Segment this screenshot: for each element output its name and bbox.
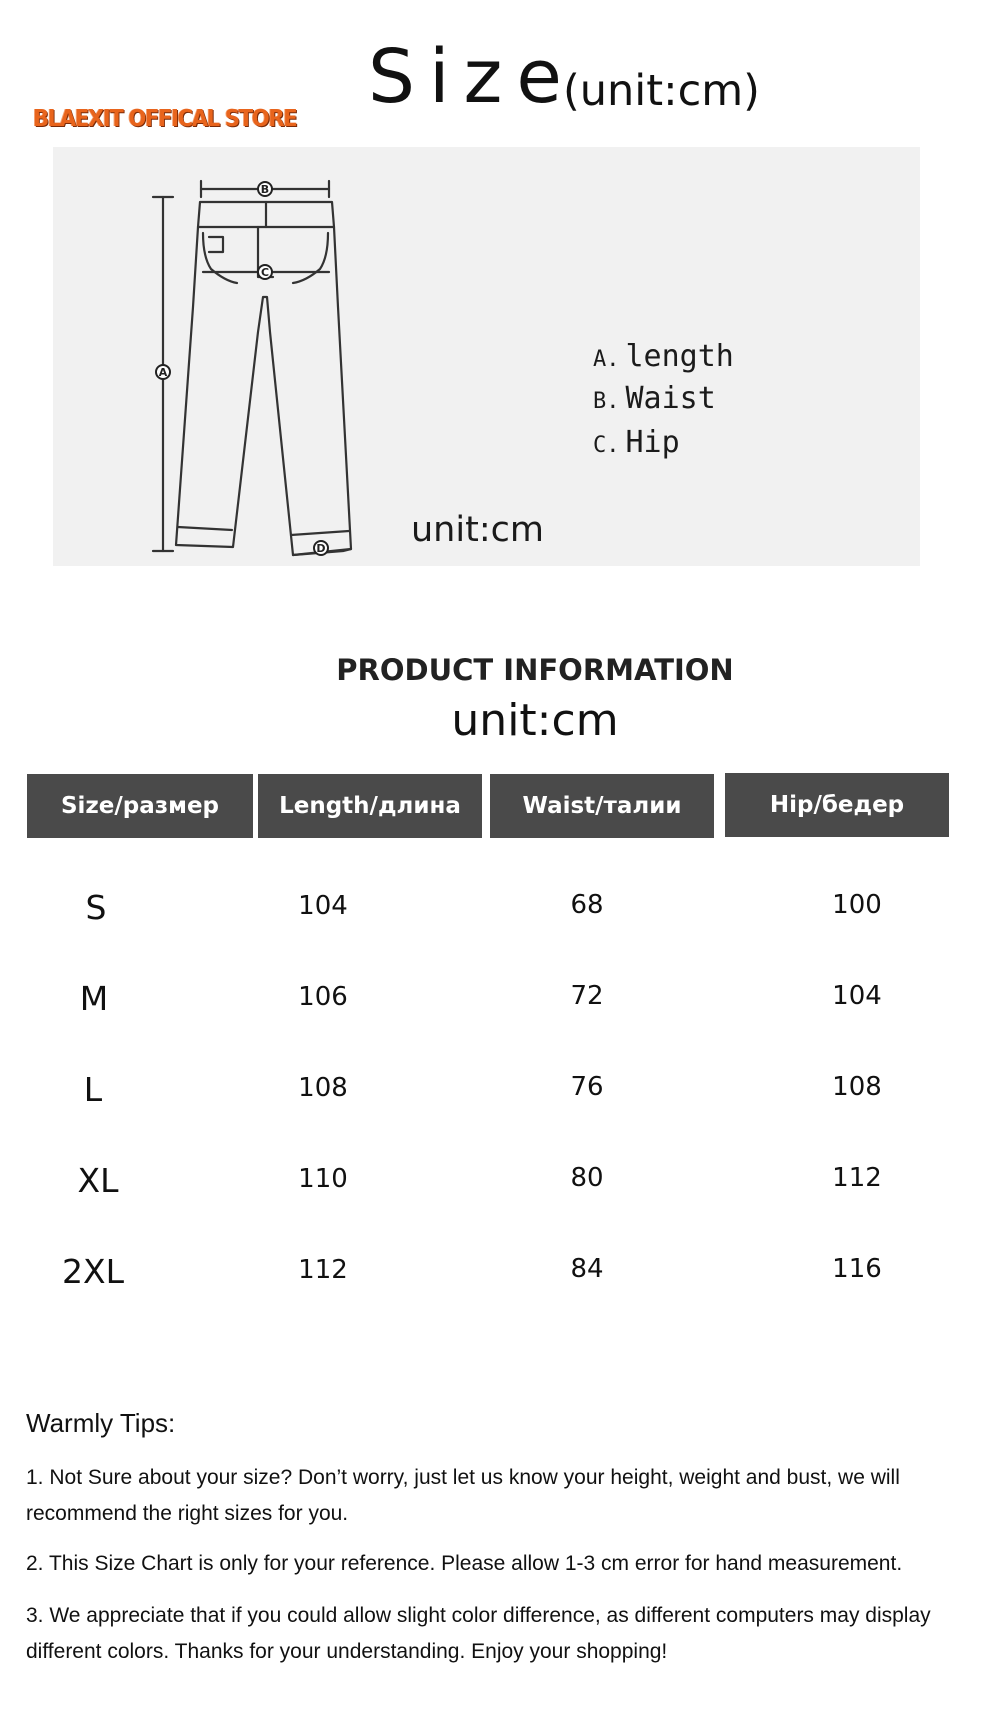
marker-c xyxy=(258,265,272,279)
diagram-unit: unit:cm xyxy=(411,510,544,550)
cell-size: 2XL xyxy=(62,1252,124,1291)
tip-item-1: 1. Not Sure about your size? Don’t worry, just let us know your height, weight and bust, we will recommend the right sizes for you. xyxy=(26,1466,900,1525)
marker-d xyxy=(314,541,328,555)
tips-heading: Warmly Tips: xyxy=(26,1408,176,1438)
marker-a xyxy=(156,365,170,379)
page-title: Size xyxy=(368,34,576,120)
product-information-unit: unit:cm xyxy=(451,695,619,746)
legend-hip: C. Hip xyxy=(593,425,680,460)
cell-hip: 112 xyxy=(832,1163,882,1193)
cell-hip: 104 xyxy=(832,981,882,1011)
svg-text:D: D xyxy=(316,542,326,555)
page-title-unit: (unit:cm) xyxy=(563,66,760,116)
marker-b xyxy=(258,182,272,196)
cell-waist: 72 xyxy=(570,981,604,1011)
svg-text:A: A xyxy=(158,366,168,379)
legend-waist: B. Waist xyxy=(593,381,716,416)
header-size: Size/размер xyxy=(27,774,253,838)
cell-length: 106 xyxy=(298,982,348,1012)
legend-length: A. length xyxy=(593,339,734,374)
cell-waist: 84 xyxy=(570,1254,604,1284)
pants-illustration xyxy=(53,147,920,566)
cell-hip: 108 xyxy=(832,1072,882,1102)
cell-waist: 80 xyxy=(570,1163,604,1193)
cell-length: 112 xyxy=(298,1255,348,1285)
cell-waist: 68 xyxy=(570,890,604,920)
header-waist: Waist/талии xyxy=(490,774,714,838)
measurement-diagram xyxy=(53,147,920,566)
tip-item-3: 3. We appreciate that if you could allow slight color difference, as different computers may display different colors. Thanks for your understanding. Enjoy your shopping! xyxy=(26,1604,931,1663)
cell-size: S xyxy=(85,888,107,927)
cell-length: 108 xyxy=(298,1073,348,1103)
header-hip: Hip/бедер xyxy=(725,773,949,837)
cell-size: L xyxy=(83,1070,103,1109)
svg-text:B: B xyxy=(260,183,270,196)
svg-text:C: C xyxy=(260,266,270,279)
cell-size: M xyxy=(79,979,109,1018)
header-length: Length/длина xyxy=(258,774,482,838)
cell-waist: 76 xyxy=(570,1072,604,1102)
cell-size: XL xyxy=(77,1161,119,1200)
cell-length: 110 xyxy=(298,1164,348,1194)
cell-hip: 116 xyxy=(832,1254,882,1284)
cell-length: 104 xyxy=(298,891,348,921)
tip-item-2: 2. This Size Chart is only for your reference. Please allow 1-3 cm error for hand measurement. xyxy=(26,1552,903,1575)
product-information-title: PRODUCT INFORMATION xyxy=(336,653,734,687)
store-logo: BLAEXIT OFFICAL STORE xyxy=(33,106,297,132)
cell-hip: 100 xyxy=(832,890,882,920)
